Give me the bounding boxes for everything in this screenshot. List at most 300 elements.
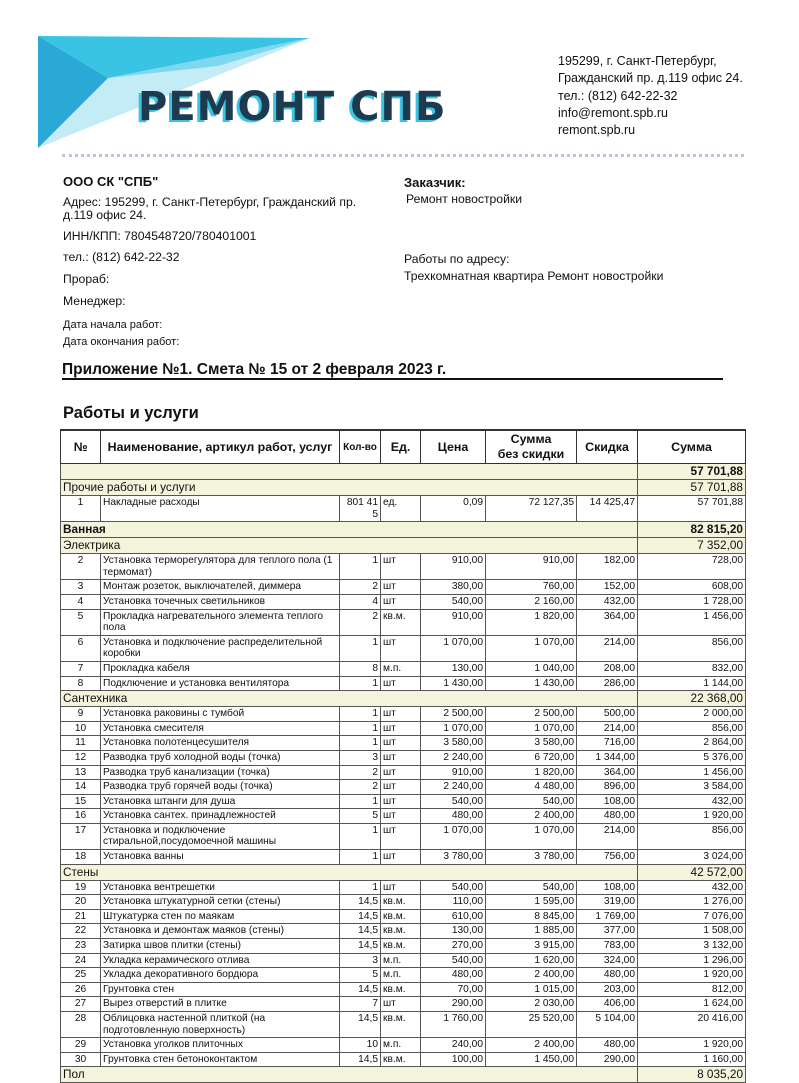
cell-sum-nodiscount: 6 720,00 xyxy=(486,750,577,765)
group-sum: 57 701,88 xyxy=(638,480,746,496)
cell-qty: 2 xyxy=(340,580,381,595)
cell-sum: 856,00 xyxy=(638,823,746,849)
cell-unit: шт xyxy=(381,794,421,809)
cell-sum: 1 920,00 xyxy=(638,809,746,824)
cell-name: Разводка труб холодной воды (точка) xyxy=(101,750,340,765)
cell-sum-nodiscount: 25 520,00 xyxy=(486,1012,577,1038)
cell-unit: шт xyxy=(381,780,421,795)
cell-discount: 1 344,00 xyxy=(577,750,638,765)
cell-price: 110,00 xyxy=(421,895,486,910)
group-row xyxy=(61,480,746,496)
cell-sum: 1 728,00 xyxy=(638,594,746,609)
cell-unit: шт xyxy=(381,721,421,736)
cell-price: 270,00 xyxy=(421,939,486,954)
work-address-label: Работы по адресу: xyxy=(404,252,510,266)
cell-num: 14 xyxy=(61,780,101,795)
col-header-price: Цена xyxy=(421,430,486,464)
cell-price: 0,09 xyxy=(421,496,486,522)
cell-name: Установка полотенцесушителя xyxy=(101,736,340,751)
cell-sum: 432,00 xyxy=(638,880,746,895)
cell-sum-nodiscount: 1 620,00 xyxy=(486,953,577,968)
cell-sum: 1 144,00 xyxy=(638,676,746,691)
cell-name: Грунтовка стен бетоноконтактом xyxy=(101,1052,340,1067)
cell-unit: м.п. xyxy=(381,968,421,983)
cell-price: 910,00 xyxy=(421,609,486,635)
group-label: Ванная xyxy=(61,522,638,538)
cell-num: 8 xyxy=(61,676,101,691)
cell-sum-nodiscount: 910,00 xyxy=(486,554,577,580)
cell-sum-nodiscount: 1 070,00 xyxy=(486,635,577,661)
cell-name: Облицовка настенной плиткой (на подготовленную поверхность) xyxy=(101,1012,340,1038)
cell-price: 910,00 xyxy=(421,765,486,780)
cell-num: 9 xyxy=(61,707,101,722)
cell-sum: 832,00 xyxy=(638,661,746,676)
cell-sum: 3 024,00 xyxy=(638,850,746,865)
cell-discount: 319,00 xyxy=(577,895,638,910)
cell-num: 5 xyxy=(61,609,101,635)
cell-unit: шт xyxy=(381,736,421,751)
cell-discount: 182,00 xyxy=(577,554,638,580)
cell-unit: шт xyxy=(381,554,421,580)
cell-sum-nodiscount: 540,00 xyxy=(486,880,577,895)
cell-sum-nodiscount: 1 015,00 xyxy=(486,982,577,997)
estimate-table xyxy=(60,429,746,1083)
cell-name: Установка точечных светильников xyxy=(101,594,340,609)
cell-qty: 1 xyxy=(340,554,381,580)
cell-num: 1 xyxy=(61,496,101,522)
cell-sum: 1 508,00 xyxy=(638,924,746,939)
cell-discount: 214,00 xyxy=(577,635,638,661)
cell-sum-nodiscount: 2 030,00 xyxy=(486,997,577,1012)
table-row xyxy=(61,496,746,522)
cell-sum-nodiscount: 1 450,00 xyxy=(486,1052,577,1067)
cell-sum-nodiscount: 1 885,00 xyxy=(486,924,577,939)
cell-name: Разводка труб горячей воды (точка) xyxy=(101,780,340,795)
table-row xyxy=(61,997,746,1012)
table-row xyxy=(61,554,746,580)
cell-num: 23 xyxy=(61,939,101,954)
cell-discount: 1 769,00 xyxy=(577,909,638,924)
cell-price: 70,00 xyxy=(421,982,486,997)
cell-unit: шт xyxy=(381,594,421,609)
cell-unit: кв.м. xyxy=(381,909,421,924)
cell-sum-nodiscount: 1 820,00 xyxy=(486,765,577,780)
cell-discount: 203,00 xyxy=(577,982,638,997)
cell-price: 240,00 xyxy=(421,1038,486,1053)
cell-sum-nodiscount: 3 780,00 xyxy=(486,850,577,865)
cell-discount: 480,00 xyxy=(577,968,638,983)
cell-name: Установка вентрешетки xyxy=(101,880,340,895)
cell-unit: шт xyxy=(381,809,421,824)
col-header-discount: Скидка xyxy=(577,430,638,464)
cell-num: 21 xyxy=(61,909,101,924)
cell-num: 12 xyxy=(61,750,101,765)
cell-discount: 290,00 xyxy=(577,1052,638,1067)
company-name: ООО СК "СПБ" xyxy=(63,174,159,189)
cell-unit: кв.м. xyxy=(381,895,421,910)
group-label: Прочие работы и услуги xyxy=(61,480,638,496)
cell-price: 130,00 xyxy=(421,924,486,939)
table-row xyxy=(61,1012,746,1038)
cell-num: 3 xyxy=(61,580,101,595)
grand-total-row xyxy=(61,464,746,480)
cell-sum: 812,00 xyxy=(638,982,746,997)
cell-name: Вырез отверстий в плитке xyxy=(101,997,340,1012)
cell-discount: 214,00 xyxy=(577,721,638,736)
cell-price: 130,00 xyxy=(421,661,486,676)
manager-label: Менеджер: xyxy=(63,294,126,308)
cell-discount: 214,00 xyxy=(577,823,638,849)
start-date-label: Дата начала работ: xyxy=(63,319,163,331)
customer-value: Ремонт новостройки xyxy=(406,192,523,206)
table-row xyxy=(61,850,746,865)
cell-discount: 364,00 xyxy=(577,765,638,780)
col-header-sum-nodiscount: Сумма без скидки xyxy=(486,430,577,464)
cell-num: 25 xyxy=(61,968,101,983)
document-title: Приложение №1. Смета № 15 от 2 февраля 2023 г. xyxy=(62,361,447,378)
cell-num: 29 xyxy=(61,1038,101,1053)
cell-qty: 1 xyxy=(340,823,381,849)
cell-sum: 1 920,00 xyxy=(638,968,746,983)
table-row xyxy=(61,721,746,736)
cell-qty: 1 xyxy=(340,635,381,661)
col-header-unit: Ед. xyxy=(381,430,421,464)
cell-discount: 480,00 xyxy=(577,809,638,824)
cell-discount: 896,00 xyxy=(577,780,638,795)
group-row xyxy=(61,538,746,554)
group-sum: 8 035,20 xyxy=(638,1067,746,1083)
cell-unit: шт xyxy=(381,880,421,895)
cell-name: Укладка декоративного бордюра xyxy=(101,968,340,983)
cell-sum: 432,00 xyxy=(638,794,746,809)
cell-name: Установка смесителя xyxy=(101,721,340,736)
cell-sum: 2 864,00 xyxy=(638,736,746,751)
cell-sum-nodiscount: 3 915,00 xyxy=(486,939,577,954)
table-row xyxy=(61,895,746,910)
contact-line: Гражданский пр. д.119 офис 24. xyxy=(558,71,743,86)
foreman-label: Прораб: xyxy=(63,272,110,286)
cell-discount: 286,00 xyxy=(577,676,638,691)
group-label: Электрика xyxy=(61,538,638,554)
table-row xyxy=(61,1052,746,1067)
cell-qty: 5 xyxy=(340,809,381,824)
cell-num: 4 xyxy=(61,594,101,609)
cell-discount: 480,00 xyxy=(577,1038,638,1053)
cell-sum-nodiscount: 2 400,00 xyxy=(486,1038,577,1053)
section-title: Работы и услуги xyxy=(63,404,199,422)
cell-name: Установка и подключение распределительной коробки xyxy=(101,635,340,661)
cell-qty: 1 xyxy=(340,707,381,722)
cell-sum: 1 276,00 xyxy=(638,895,746,910)
cell-name: Установка и демонтаж маяков (стены) xyxy=(101,924,340,939)
cell-unit: м.п. xyxy=(381,1038,421,1053)
cell-price: 540,00 xyxy=(421,594,486,609)
cell-price: 540,00 xyxy=(421,794,486,809)
cell-sum-nodiscount: 1 070,00 xyxy=(486,721,577,736)
cell-unit: шт xyxy=(381,707,421,722)
cell-name: Грунтовка стен xyxy=(101,982,340,997)
cell-qty: 1 xyxy=(340,736,381,751)
table-row xyxy=(61,609,746,635)
cell-price: 1 760,00 xyxy=(421,1012,486,1038)
contact-line: 195299, г. Санкт-Петербург, xyxy=(558,54,717,68)
cell-price: 380,00 xyxy=(421,580,486,595)
company-address: Адрес: 195299, г. Санкт-Петербург, Гражданский пр. xyxy=(63,195,357,209)
group-label: Стены xyxy=(61,864,638,880)
table-row xyxy=(61,939,746,954)
cell-qty: 801 41 5 xyxy=(340,496,381,522)
cell-sum: 856,00 xyxy=(638,635,746,661)
cell-unit: м.п. xyxy=(381,953,421,968)
cell-name: Укладка керамического отлива xyxy=(101,953,340,968)
cell-discount: 108,00 xyxy=(577,880,638,895)
contact-line: тел.: (812) 642-22-32 xyxy=(558,88,678,103)
col-header-name: Наименование, артикул работ, услуг xyxy=(101,430,340,464)
contact-website[interactable]: remont.spb.ru xyxy=(558,123,636,138)
table-row xyxy=(61,909,746,924)
cell-name: Штукатурка стен по маякам xyxy=(101,909,340,924)
cell-discount: 108,00 xyxy=(577,794,638,809)
cell-sum: 608,00 xyxy=(638,580,746,595)
col-header-qty: Кол-во xyxy=(340,430,381,464)
cell-discount: 152,00 xyxy=(577,580,638,595)
group-label: Пол xyxy=(61,1067,638,1083)
cell-sum: 5 376,00 xyxy=(638,750,746,765)
cell-qty: 5 xyxy=(340,968,381,983)
cell-price: 480,00 xyxy=(421,968,486,983)
cell-unit: шт xyxy=(381,765,421,780)
cell-qty: 1 xyxy=(340,850,381,865)
cell-qty: 2 xyxy=(340,780,381,795)
cell-num: 6 xyxy=(61,635,101,661)
cell-unit: шт xyxy=(381,823,421,849)
group-sum: 82 815,20 xyxy=(638,522,746,538)
cell-num: 19 xyxy=(61,880,101,895)
company-address-cont: д.119 офис 24. xyxy=(63,208,147,222)
cell-discount: 14 425,47 xyxy=(577,496,638,522)
cell-sum: 728,00 xyxy=(638,554,746,580)
cell-unit: ед. xyxy=(381,496,421,522)
cell-sum: 20 416,00 xyxy=(638,1012,746,1038)
cell-unit: кв.м. xyxy=(381,982,421,997)
cell-name: Прокладка нагревательного элемента теплого пола xyxy=(101,609,340,635)
cell-sum: 1 920,00 xyxy=(638,1038,746,1053)
cell-price: 3 780,00 xyxy=(421,850,486,865)
cell-sum: 1 160,00 xyxy=(638,1052,746,1067)
table-row xyxy=(61,676,746,691)
cell-num: 27 xyxy=(61,997,101,1012)
cell-price: 480,00 xyxy=(421,809,486,824)
cell-price: 2 240,00 xyxy=(421,780,486,795)
company-inn: ИНН/КПП: 7804548720/780401001 xyxy=(63,229,257,243)
logo-text: РЕМОНТ СПБ xyxy=(138,84,447,130)
cell-qty: 14,5 xyxy=(340,982,381,997)
cell-name: Прокладка кабеля xyxy=(101,661,340,676)
group-sum: 22 368,00 xyxy=(638,691,746,707)
table-row xyxy=(61,982,746,997)
cell-sum-nodiscount: 1 430,00 xyxy=(486,676,577,691)
group-sum: 42 572,00 xyxy=(638,864,746,880)
cell-num: 20 xyxy=(61,895,101,910)
cell-price: 290,00 xyxy=(421,997,486,1012)
cell-num: 16 xyxy=(61,809,101,824)
work-address-value: Трехкомнатная квартира Ремонт новостройки xyxy=(404,269,664,283)
table-row xyxy=(61,953,746,968)
cell-sum-nodiscount: 1 040,00 xyxy=(486,661,577,676)
cell-unit: м.п. xyxy=(381,661,421,676)
cell-name: Затирка швов плитки (стены) xyxy=(101,939,340,954)
cell-price: 2 500,00 xyxy=(421,707,486,722)
cell-discount: 716,00 xyxy=(577,736,638,751)
table-row xyxy=(61,580,746,595)
cell-unit: шт xyxy=(381,750,421,765)
cell-name: Подключение и установка вентилятора xyxy=(101,676,340,691)
table-row xyxy=(61,924,746,939)
group-label: Сантехника xyxy=(61,691,638,707)
cell-sum-nodiscount: 1 820,00 xyxy=(486,609,577,635)
company-phone: тел.: (812) 642-22-32 xyxy=(63,250,180,264)
cell-discount: 208,00 xyxy=(577,661,638,676)
cell-unit: кв.м. xyxy=(381,924,421,939)
cell-price: 1 070,00 xyxy=(421,635,486,661)
cell-qty: 14,5 xyxy=(340,939,381,954)
contact-block xyxy=(558,53,743,139)
grand-total-spacer xyxy=(61,464,638,480)
cell-name: Накладные расходы xyxy=(101,496,340,522)
cell-qty: 14,5 xyxy=(340,895,381,910)
table-row xyxy=(61,780,746,795)
cell-name: Установка штукатурной сетки (стены) xyxy=(101,895,340,910)
cell-name: Установка и подключение стиральной,посудомоечной машины xyxy=(101,823,340,849)
cell-num: 24 xyxy=(61,953,101,968)
cell-sum-nodiscount: 2 500,00 xyxy=(486,707,577,722)
cell-sum: 3 584,00 xyxy=(638,780,746,795)
cell-qty: 4 xyxy=(340,594,381,609)
cell-sum: 7 076,00 xyxy=(638,909,746,924)
cell-price: 1 070,00 xyxy=(421,823,486,849)
cell-sum-nodiscount: 2 400,00 xyxy=(486,809,577,824)
contact-email[interactable]: info@remont.spb.ru xyxy=(558,105,668,120)
table-row xyxy=(61,880,746,895)
cell-price: 910,00 xyxy=(421,554,486,580)
cell-unit: шт xyxy=(381,635,421,661)
cell-name: Установка ванны xyxy=(101,850,340,865)
table-row xyxy=(61,794,746,809)
cell-name: Установка уголков плиточных xyxy=(101,1038,340,1053)
cell-num: 10 xyxy=(61,721,101,736)
cell-unit: шт xyxy=(381,580,421,595)
cell-qty: 1 xyxy=(340,721,381,736)
table-row xyxy=(61,661,746,676)
group-row xyxy=(61,864,746,880)
cell-sum-nodiscount: 3 580,00 xyxy=(486,736,577,751)
cell-qty: 2 xyxy=(340,609,381,635)
table-row xyxy=(61,707,746,722)
cell-sum: 2 000,00 xyxy=(638,707,746,722)
end-date-label: Дата окончания работ: xyxy=(63,336,180,348)
cell-discount: 324,00 xyxy=(577,953,638,968)
cell-sum: 1 456,00 xyxy=(638,765,746,780)
cell-price: 100,00 xyxy=(421,1052,486,1067)
cell-sum-nodiscount: 1 070,00 xyxy=(486,823,577,849)
cell-num: 13 xyxy=(61,765,101,780)
cell-qty: 1 xyxy=(340,794,381,809)
cell-price: 3 580,00 xyxy=(421,736,486,751)
cell-unit: кв.м. xyxy=(381,1052,421,1067)
cell-num: 11 xyxy=(61,736,101,751)
cell-sum: 1 296,00 xyxy=(638,953,746,968)
col-header-num: № xyxy=(61,430,101,464)
cell-num: 28 xyxy=(61,1012,101,1038)
cell-qty: 14,5 xyxy=(340,924,381,939)
cell-qty: 8 xyxy=(340,661,381,676)
cell-num: 18 xyxy=(61,850,101,865)
cell-sum: 1 624,00 xyxy=(638,997,746,1012)
cell-name: Установка штанги для душа xyxy=(101,794,340,809)
cell-unit: шт xyxy=(381,997,421,1012)
cell-discount: 500,00 xyxy=(577,707,638,722)
cell-num: 2 xyxy=(61,554,101,580)
table-row xyxy=(61,736,746,751)
cell-name: Установка терморегулятора для теплого пола (1 термомат) xyxy=(101,554,340,580)
customer-label: Заказчик: xyxy=(404,175,466,190)
cell-num: 30 xyxy=(61,1052,101,1067)
cell-price: 540,00 xyxy=(421,880,486,895)
group-row xyxy=(61,691,746,707)
header-divider xyxy=(62,154,744,157)
cell-qty: 1 xyxy=(340,880,381,895)
table-header-row xyxy=(61,430,746,464)
cell-qty: 14,5 xyxy=(340,909,381,924)
cell-qty: 14,5 xyxy=(340,1052,381,1067)
cell-sum-nodiscount: 72 127,35 xyxy=(486,496,577,522)
cell-sum-nodiscount: 2 400,00 xyxy=(486,968,577,983)
cell-price: 2 240,00 xyxy=(421,750,486,765)
cell-num: 17 xyxy=(61,823,101,849)
cell-name: Установка раковины с тумбой xyxy=(101,707,340,722)
table-row xyxy=(61,823,746,849)
cell-sum: 3 132,00 xyxy=(638,939,746,954)
cell-price: 1 430,00 xyxy=(421,676,486,691)
table-row xyxy=(61,765,746,780)
cell-unit: кв.м. xyxy=(381,609,421,635)
cell-sum-nodiscount: 2 160,00 xyxy=(486,594,577,609)
cell-name: Разводка труб канализации (точка) xyxy=(101,765,340,780)
table-row xyxy=(61,635,746,661)
group-sum: 7 352,00 xyxy=(638,538,746,554)
table-row xyxy=(61,1038,746,1053)
cell-discount: 5 104,00 xyxy=(577,1012,638,1038)
table-row xyxy=(61,968,746,983)
cell-qty: 3 xyxy=(340,750,381,765)
cell-qty: 10 xyxy=(340,1038,381,1053)
cell-sum-nodiscount: 760,00 xyxy=(486,580,577,595)
cell-num: 7 xyxy=(61,661,101,676)
cell-unit: кв.м. xyxy=(381,1012,421,1038)
cell-discount: 432,00 xyxy=(577,594,638,609)
cell-qty: 7 xyxy=(340,997,381,1012)
cell-discount: 406,00 xyxy=(577,997,638,1012)
group-row xyxy=(61,1067,746,1083)
cell-sum: 57 701,88 xyxy=(638,496,746,522)
cell-discount: 756,00 xyxy=(577,850,638,865)
cell-name: Монтаж розеток, выключателей, диммера xyxy=(101,580,340,595)
col-header-sum: Сумма xyxy=(638,430,746,464)
cell-num: 22 xyxy=(61,924,101,939)
grand-total-sum: 57 701,88 xyxy=(638,464,746,480)
cell-qty: 3 xyxy=(340,953,381,968)
cell-sum-nodiscount: 1 595,00 xyxy=(486,895,577,910)
